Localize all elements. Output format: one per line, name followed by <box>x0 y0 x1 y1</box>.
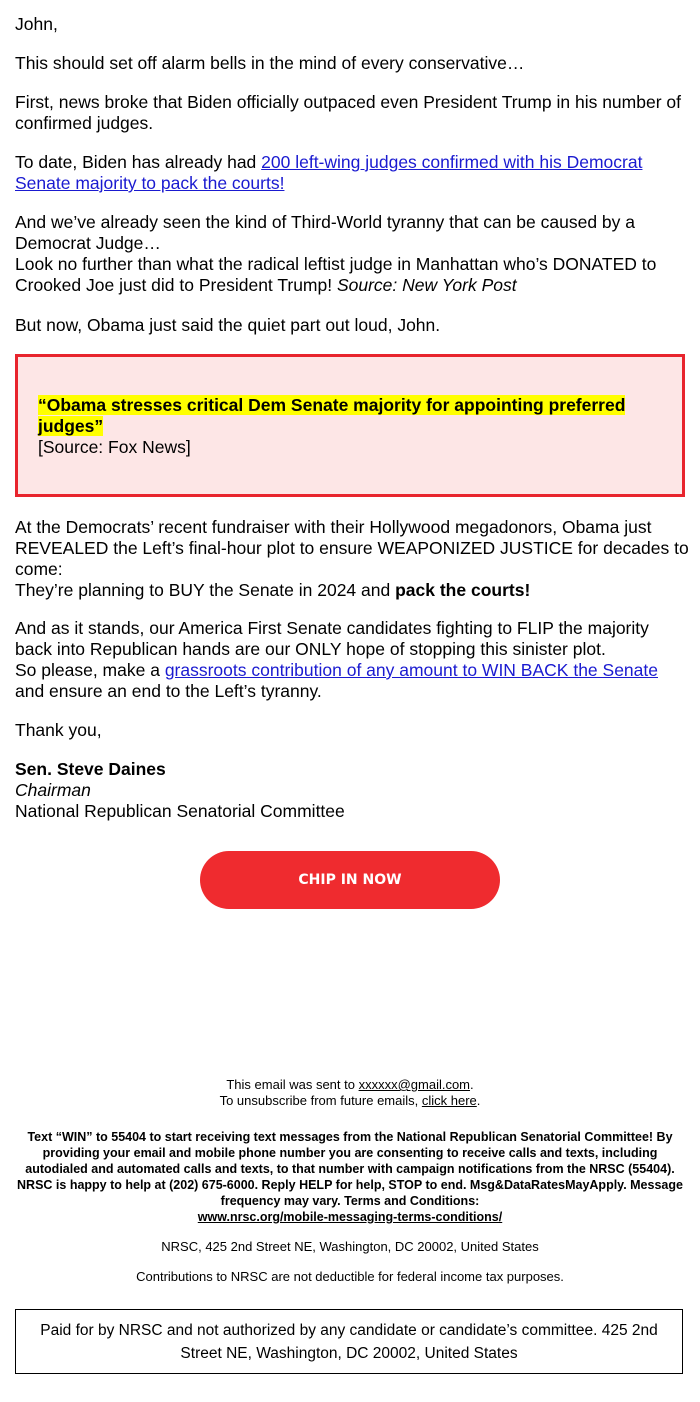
sent-to-text: This email was sent to <box>226 1077 359 1092</box>
thank-you: Thank you, <box>15 720 102 740</box>
signature-org: National Republican Senatorial Committee <box>15 801 345 821</box>
sms-disclaimer-text: Text “WIN” to 55404 to start receiving text messages from the National Republican Senatorial Committee! By providing your email and mobile phone number you are consenting to receive calls and texts, including autodialed and automated calls and texts, to that number with campaign notifications from the NRSC (55404). NRSC is happy to help at (202) 675-6000. Reply HELP for help, STOP to end. Msg&DataRatesMayApply. Message frequency may vary. Terms and Conditions: <box>17 1130 683 1208</box>
recipient-email-link[interactable]: xxxxxx@gmail.com <box>358 1077 471 1092</box>
paragraph-tyranny <box>15 212 690 296</box>
unsubscribe-suffix: . <box>476 1093 481 1108</box>
flip-senate-line-1: And as it stands, our America First Senate candidates fighting to FLIP the majority back into Republican hands are our ONLY hope of stopping this sinister plot. <box>15 618 649 659</box>
unsubscribe-link[interactable]: click here <box>421 1093 477 1108</box>
unsubscribe-text: To unsubscribe from future emails, <box>219 1093 422 1108</box>
biden-judges-text: To date, Biden has already had <box>15 152 262 172</box>
sent-to-suffix: . <box>470 1077 474 1092</box>
fundraiser-line-1: At the Democrats’ recent fundraiser with their Hollywood megadonors, Obama just REVEALED the Left’s final-hour plot to ensure WEAPONIZED JUSTICE for decades to come: <box>15 517 689 579</box>
signature-title: Chairman <box>15 780 91 800</box>
quote-callout-box <box>15 354 685 497</box>
quote-headline: “Obama stresses critical Dem Senate majority for appointing preferred judges” <box>38 395 626 436</box>
pack-courts-bold: pack the courts! <box>395 580 531 600</box>
paid-for-disclaimer: Paid for by NRSC and not authorized by any candidate or candidate’s committee. 425 2nd Street NE, Washington, DC 20002, United States <box>15 1309 683 1374</box>
contribution-prefix: So please, make a <box>15 660 165 680</box>
tax-notice: Contributions to NRSC are not deductible for federal income tax purposes. <box>136 1269 564 1284</box>
sms-disclaimer <box>15 1129 685 1225</box>
quote-source: [Source: Fox News] <box>38 437 191 457</box>
tyranny-line-1: And we’ve already seen the kind of Third-World tyranny that can be caused by a Democrat Judge… <box>15 212 635 253</box>
mailing-address: NRSC, 425 2nd Street NE, Washington, DC 20002, United States <box>161 1239 539 1254</box>
signature-name: Sen. Steve Daines <box>15 759 166 779</box>
sent-to-notice <box>15 1077 685 1109</box>
contribution-link[interactable]: grassroots contribution of any amount to WIN BACK the Senate <box>164 660 658 680</box>
greeting: John, <box>15 14 58 34</box>
paragraph-fundraiser <box>15 517 690 601</box>
paragraph-intro: This should set off alarm bells in the mind of every conservative… <box>15 53 525 73</box>
source-new-york-post: Source: New York Post <box>336 275 517 295</box>
terms-conditions-link[interactable]: www.nrsc.org/mobile-messaging-terms-conditions/ <box>197 1210 503 1224</box>
tyranny-line-2: Look no further than what the radical leftist judge in Manhattan who’s DONATED to Crooked Joe just did to President Trump! <box>15 254 657 295</box>
paragraph-obama: But now, Obama just said the quiet part out loud, John. <box>15 315 441 335</box>
paragraph-flip-senate <box>15 618 690 702</box>
signature <box>15 759 690 822</box>
fundraiser-line-2: They’re planning to BUY the Senate in 2024 and <box>15 580 396 600</box>
paragraph-judges-news: First, news broke that Biden officially outpaced even President Trump in his number of confirmed judges. <box>15 92 681 133</box>
paragraph-biden-judges <box>15 152 690 194</box>
chip-in-now-button[interactable]: CHIP IN NOW <box>200 851 500 909</box>
judges-confirmed-link[interactable]: 200 left-wing judges confirmed with his Democrat Senate majority to pack the courts! <box>15 152 643 193</box>
contribution-suffix: and ensure an end to the Left’s tyranny. <box>15 681 322 701</box>
